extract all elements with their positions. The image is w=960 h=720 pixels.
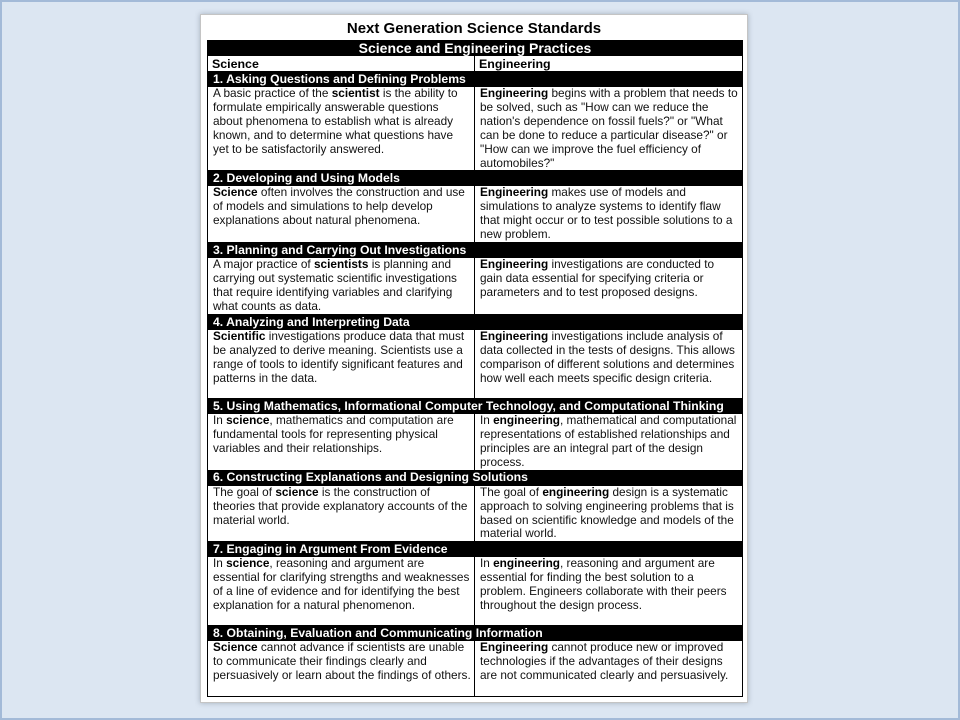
engineering-keyword: Engineering — [480, 257, 549, 272]
section-header-row — [208, 626, 743, 641]
section-6-row — [208, 485, 743, 542]
section-4-science-cell — [208, 330, 475, 399]
science-text: A basic practice of the — [213, 86, 332, 100]
science-text: is planning and carrying out systematic scientific investigations that require identifying variables and clarifying what counts as data. — [213, 257, 457, 313]
section-7-header: 7. Engaging in Argument From Evidence — [208, 542, 743, 557]
science-text: investigations produce data that must be analyzed to derive meaning. Scientists use a range of tools to identify significant features and patterns in the data. — [213, 329, 465, 385]
section-5-engineering-cell — [475, 414, 743, 471]
section-3-header: 3. Planning and Carrying Out Investigations — [208, 243, 743, 258]
section-8-row — [208, 641, 743, 697]
practices-table — [207, 40, 743, 697]
section-5-science-cell — [208, 414, 475, 471]
section-5-header: 5. Using Mathematics, Informational Computer Technology, and Computational Thinking — [208, 399, 743, 414]
engineering-text: investigations are conducted to gain data essential for specifying criteria or parameters and to test proposed designs. — [480, 257, 715, 299]
engineering-keyword: engineering — [493, 556, 560, 571]
engineering-text: The goal of — [480, 484, 543, 499]
engineering-keyword: Engineering — [480, 185, 549, 200]
section-4-engineering-cell — [475, 330, 743, 399]
engineering-text: begins with a problem that needs to be solved, such as "How can we reduce the nation's dependence on fossil fuels?" or "What can be done to reduce a particular disease?" or "How can we improve the fuel efficiency of automobiles?" — [480, 86, 738, 170]
section-8-engineering-cell — [475, 641, 743, 697]
engineering-text: design is a systematic approach to solving engineering problems that is based on scientific knowledge and models of the material world. — [480, 484, 734, 541]
science-keyword: scientists — [313, 257, 369, 272]
engineering-keyword: Engineering — [480, 640, 549, 655]
science-column-header: Science — [208, 56, 475, 72]
section-header-row — [208, 171, 743, 186]
engineering-keyword: engineering — [542, 484, 610, 499]
science-keyword: Science — [213, 185, 258, 200]
science-text: cannot advance if scientists are unable to communicate their findings clearly and persuasively or learn about the findings of others. — [213, 640, 471, 683]
science-text: is the construction of theories that provide explanatory accounts of the material world. — [213, 484, 468, 527]
section-1-header: 1. Asking Questions and Defining Problems — [208, 72, 743, 87]
section-7-engineering-cell — [475, 557, 743, 626]
section-header-row — [208, 542, 743, 557]
engineering-text: investigations include analysis of data collected in the tests of designs. This allows comparison of different solutions and determines how well each meets specific design criteria. — [480, 329, 735, 385]
science-text: The goal of — [213, 484, 276, 499]
section-3-science-cell — [208, 258, 475, 315]
engineering-text: cannot produce new or improved technologies if the advantages of their designs are not communicated clearly and persuasively. — [480, 640, 729, 683]
table-title: Science and Engineering Practices — [208, 41, 743, 56]
section-header-row — [208, 315, 743, 330]
science-keyword: Scientific — [213, 329, 266, 344]
document-title: Next Generation Science Standards — [346, 20, 602, 37]
science-keyword: science — [275, 484, 319, 499]
section-header-row — [208, 470, 743, 485]
science-keyword: scientist — [331, 86, 380, 100]
section-5-row — [208, 414, 743, 471]
section-4-row — [208, 330, 743, 399]
engineering-keyword: Engineering — [480, 329, 549, 344]
science-text: , mathematics and computation are fundamental tools for representing physical variables and their relationships. — [213, 413, 454, 455]
section-8-header: 8. Obtaining, Evaluation and Communicating Information — [208, 626, 743, 641]
section-2-engineering-cell — [475, 186, 743, 243]
science-text: In — [213, 413, 227, 428]
section-3-row — [208, 258, 743, 315]
engineering-column-header: Engineering — [475, 56, 743, 72]
engineering-text: , reasoning and argument are essential for finding the best solution to a problem. Engineers collaborate with their peers throughout the design process. — [480, 556, 727, 613]
engineering-text: In — [480, 413, 494, 428]
section-2-science-cell — [208, 186, 475, 243]
section-1-row — [208, 87, 743, 171]
science-keyword: Science — [213, 640, 258, 655]
science-text: often involves the construction and use of models and simulations to help develop explanations about natural phenomena. — [213, 185, 465, 228]
science-text: A major practice of — [213, 257, 314, 272]
engineering-text: In — [480, 556, 494, 571]
science-text: is the ability to formulate empirically answerable questions about phenomena to establish what is already known, and to determine what questions have yet to be satisfactorily answered. — [213, 86, 458, 156]
section-2-row — [208, 186, 743, 243]
table-title-row — [208, 41, 743, 56]
section-7-row — [208, 557, 743, 626]
section-header-row — [208, 243, 743, 258]
engineering-keyword: engineering — [493, 413, 560, 428]
section-4-header: 4. Analyzing and Interpreting Data — [208, 315, 743, 330]
column-header-row — [208, 56, 743, 72]
section-1-engineering-cell — [475, 87, 743, 171]
section-header-row — [208, 72, 743, 87]
science-keyword: science — [226, 413, 270, 428]
section-6-science-cell — [208, 485, 475, 542]
engineering-text: , mathematical and computational representations of established relationships and principles are an integral part of the design process. — [480, 413, 737, 469]
section-2-header: 2. Developing and Using Models — [208, 171, 743, 186]
section-7-science-cell — [208, 557, 475, 626]
section-8-science-cell — [208, 641, 475, 697]
section-6-header: 6. Constructing Explanations and Designing Solutions — [208, 470, 743, 485]
document-page — [200, 14, 748, 703]
section-header-row — [208, 399, 743, 414]
section-1-science-cell — [208, 87, 475, 171]
science-keyword: science — [226, 556, 270, 571]
section-3-engineering-cell — [475, 258, 743, 315]
engineering-keyword: Engineering — [480, 86, 549, 100]
science-text: , reasoning and argument are essential for clarifying strengths and weaknesses of a line of evidence and for identifying the best explanation for a natural phenomenon. — [213, 556, 470, 613]
engineering-text: makes use of models and simulations to analyze systems to identify flaw that might occur or to test possible solutions to a new problem. — [480, 185, 733, 242]
science-text: In — [213, 556, 227, 571]
section-6-engineering-cell — [475, 485, 743, 542]
